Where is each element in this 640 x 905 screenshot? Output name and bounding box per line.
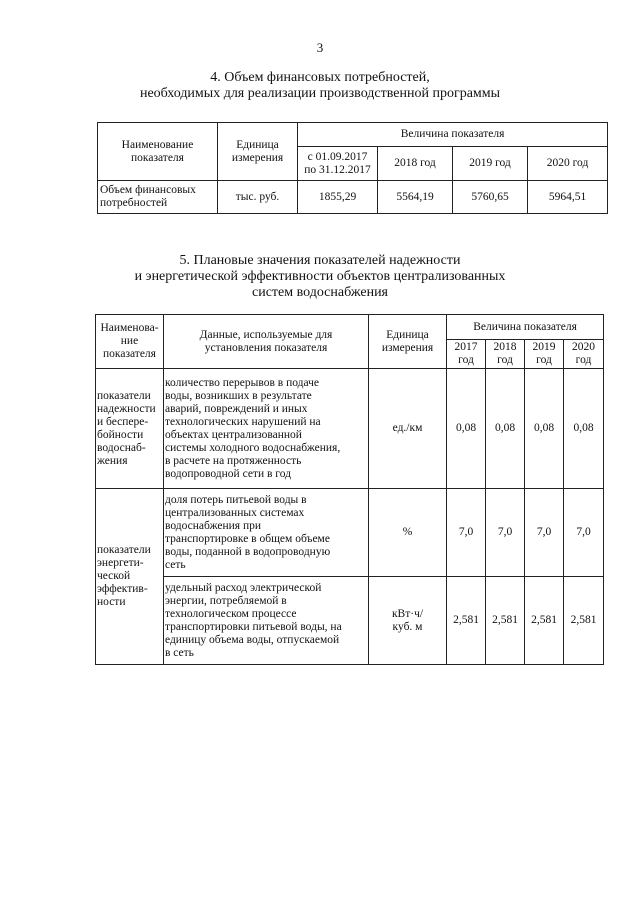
header-year: 2019 год — [525, 340, 564, 369]
row-data-description: количество перерывов в подаче воды, возникших в результате аварий, повреждений и иных технологических нарушений на объектах централизованной системы холодного водоснабжения, в расчете на протяженность водопроводной сети в год — [164, 369, 369, 489]
header-unit: Единица измерения — [369, 315, 447, 369]
page-number: 3 — [316, 40, 324, 55]
header-year: 2020 год — [528, 147, 608, 181]
row-value: 2,581 — [564, 577, 604, 665]
row-value: 0,08 — [486, 369, 525, 489]
header-year: 2018 год — [486, 340, 525, 369]
row-value: 2,581 — [447, 577, 486, 665]
row-unit: тыс. руб. — [218, 181, 298, 214]
row-unit: кВт·ч/ куб. м — [369, 577, 447, 665]
header-year: 2017 год — [447, 340, 486, 369]
header-indicator-name: Наименование показателя — [98, 123, 218, 181]
row-value: 2,581 — [525, 577, 564, 665]
row-name: Объем финансовых потребностей — [98, 181, 218, 214]
section-5-title: 5. Плановые значения показателей надежности и энергетической эффективности объектов централизованных систем водоснабжения — [134, 253, 506, 300]
row-data-description: удельный расход электрической энергии, потребляемой в технологическом процессе транспортировки питьевой воды, на единицу объема воды, отпускаемой в сеть — [164, 577, 369, 665]
row-value: 5964,51 — [528, 181, 608, 214]
group-efficiency-name: показатели энергети- ческой эффектив- ности — [96, 489, 164, 665]
row-value: 2,581 — [486, 577, 525, 665]
table-header-row — [96, 315, 604, 340]
row-value: 0,08 — [525, 369, 564, 489]
row-value: 0,08 — [564, 369, 604, 489]
row-data-description: доля потерь питьевой воды в централизованных системах водоснабжения при транспортировке в общем объеме воды, поданной в водопроводную сеть — [164, 489, 369, 577]
row-value: 0,08 — [447, 369, 486, 489]
table-header-row — [98, 123, 608, 147]
row-value: 7,0 — [564, 489, 604, 577]
financial-needs-table — [97, 122, 608, 214]
section-4-title: 4. Объем финансовых потребностей, необходимых для реализации производственной программы — [139, 70, 501, 101]
table-row — [96, 369, 604, 489]
header-year: 2020 год — [564, 340, 604, 369]
header-unit: Единица измерения — [218, 123, 298, 181]
table-row — [96, 489, 604, 577]
header-indicator-name: Наименова- ние показателя — [96, 315, 164, 369]
row-value: 5760,65 — [453, 181, 528, 214]
header-value: Величина показателя — [447, 315, 604, 340]
table-row — [96, 577, 604, 665]
row-value: 5564,19 — [378, 181, 453, 214]
header-year: 2018 год — [378, 147, 453, 181]
row-value: 1855,29 — [298, 181, 378, 214]
table-row — [98, 181, 608, 214]
header-value: Величина показателя — [298, 123, 608, 147]
header-year: 2019 год — [453, 147, 528, 181]
header-period: с 01.09.2017 по 31.12.2017 — [298, 147, 378, 181]
group-reliability-name: показатели надежности и беспере- бойности водоснаб- жения — [96, 369, 164, 489]
row-unit: % — [369, 489, 447, 577]
row-value: 7,0 — [525, 489, 564, 577]
header-data: Данные, используемые для установления показателя — [164, 315, 369, 369]
row-value: 7,0 — [447, 489, 486, 577]
row-unit: ед./км — [369, 369, 447, 489]
row-value: 7,0 — [486, 489, 525, 577]
reliability-efficiency-table — [95, 314, 604, 665]
